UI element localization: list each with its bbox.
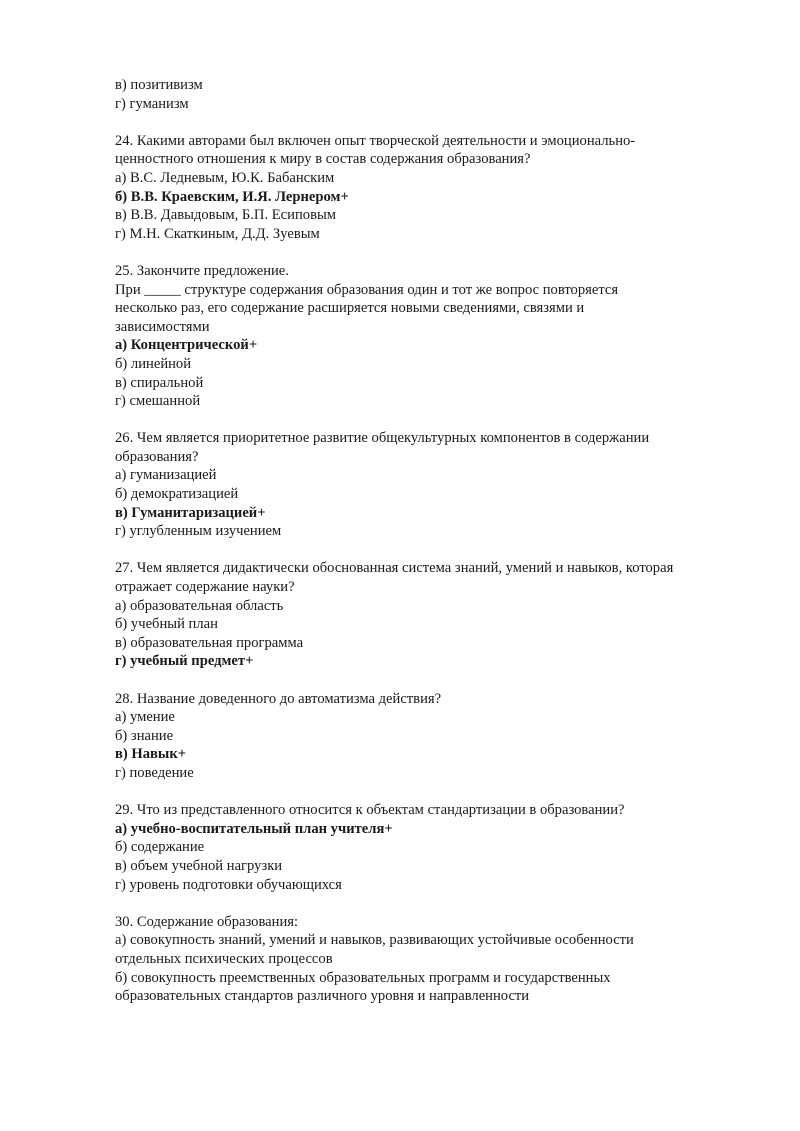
text-line: г) смешанной bbox=[115, 393, 201, 410]
text-line: а) совокупность знаний, умений и навыков, развивающих устойчивые особенности bbox=[115, 932, 634, 949]
question-text: 24. Какими авторами был включен опыт творческой деятельности и эмоционально- bbox=[115, 132, 636, 149]
text-line: б) линейной bbox=[115, 355, 192, 372]
correct-answer-option: в) Гуманитаризацией+ bbox=[115, 504, 266, 521]
correct-answer-option: а) учебно-воспитательный план учителя+ bbox=[115, 820, 393, 837]
question-block bbox=[115, 262, 740, 411]
correct-answer-option: г) учебный предмет+ bbox=[115, 653, 254, 670]
question-text: 29. Что из представленного относится к объектам стандартизации в образовании? bbox=[115, 802, 625, 819]
text-line: отдельных психических процессов bbox=[115, 950, 333, 967]
question-text: 26. Чем является приоритетное развитие общекультурных компонентов в содержании bbox=[115, 430, 650, 447]
question-block bbox=[115, 913, 740, 1006]
question-block bbox=[115, 132, 740, 244]
text-line: г) углубленным изучением bbox=[115, 523, 282, 540]
correct-answer-option: а) Концентрической+ bbox=[115, 337, 258, 354]
text-line: б) демократизацией bbox=[115, 486, 239, 503]
question-text: 27. Чем является дидактически обоснованная система знаний, умений и навыков, которая bbox=[115, 560, 674, 577]
question-text: 25. Закончите предложение. bbox=[115, 262, 289, 279]
question-fragment bbox=[115, 76, 740, 113]
text-line: б) учебный план bbox=[115, 616, 218, 633]
question-block bbox=[115, 690, 740, 783]
text-line: в) образовательная программа bbox=[115, 634, 304, 651]
text-line: а) В.С. Ледневым, Ю.К. Бабанским bbox=[115, 169, 335, 186]
text-line: г) гуманизм bbox=[115, 95, 189, 112]
question-block bbox=[115, 559, 740, 671]
text-line: отражает содержание науки? bbox=[115, 579, 295, 596]
correct-answer-option: б) В.В. Краевским, И.Я. Лернером+ bbox=[115, 188, 349, 205]
text-line: а) образовательная область bbox=[115, 597, 284, 614]
correct-answer-option: в) Навык+ bbox=[115, 746, 187, 763]
text-line: а) гуманизацией bbox=[115, 467, 217, 484]
text-line: При _____ структуре содержания образования один и тот же вопрос повторяется bbox=[115, 281, 619, 298]
text-line: образования? bbox=[115, 448, 199, 465]
text-line: в) объем учебной нагрузки bbox=[115, 857, 283, 874]
text-line: в) позитивизм bbox=[115, 77, 203, 93]
text-line: а) умение bbox=[115, 709, 175, 726]
question-block bbox=[115, 429, 740, 541]
text-line: г) М.Н. Скаткиным, Д.Д. Зуевым bbox=[115, 225, 320, 242]
text-line: в) В.В. Давыдовым, Б.П. Есиповым bbox=[115, 207, 336, 224]
text-line: г) уровень подготовки обучающихся bbox=[115, 876, 342, 893]
question-text: 30. Содержание образования: bbox=[115, 913, 299, 930]
text-line: несколько раз, его содержание расширяется новыми сведениями, связями и bbox=[115, 300, 585, 317]
text-line: б) совокупность преемственных образовательных программ и государственных bbox=[115, 969, 611, 986]
text-line: б) содержание bbox=[115, 839, 205, 856]
question-block bbox=[115, 801, 740, 894]
text-line: в) спиральной bbox=[115, 374, 204, 391]
text-line: образовательных стандартов различного уровня и направленности bbox=[115, 988, 530, 1005]
text-line: ценностного отношения к миру в состав содержания образования? bbox=[115, 151, 531, 168]
text-line: зависимостями bbox=[115, 318, 210, 335]
question-text: 28. Название доведенного до автоматизма действия? bbox=[115, 690, 442, 707]
text-line: г) поведение bbox=[115, 764, 194, 781]
text-line: б) знание bbox=[115, 727, 174, 744]
